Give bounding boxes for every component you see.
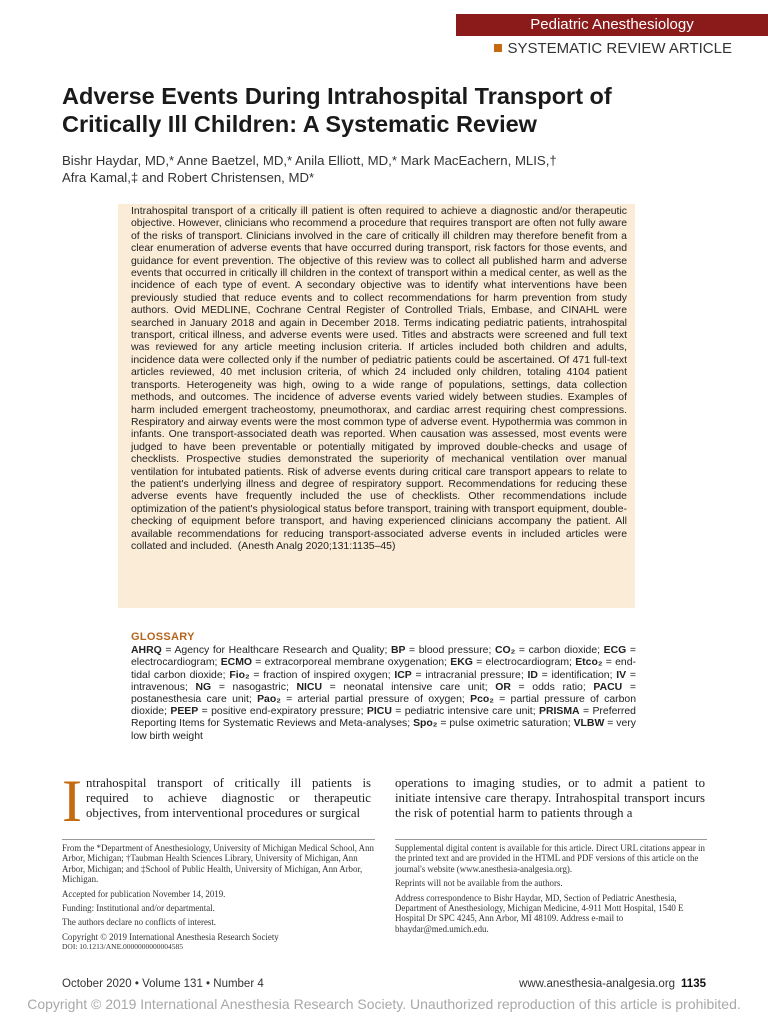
glossary-definition: = end-tidal carbon dioxide: [131, 657, 636, 681]
doi: DOI: 10.1213/ANE.0000000000004585: [62, 942, 184, 952]
reprints-note: Reprints will not be available from the authors.: [395, 878, 563, 889]
footer-right: [519, 978, 706, 990]
conflicts: The authors declare no conflicts of interest.: [62, 917, 217, 928]
journal-section-banner: Pediatric Anesthesiology: [456, 14, 768, 36]
glossary-definition: = Agency for Healthcare Research and Quality: [161, 645, 385, 657]
glossary-abbr: CO₂: [494, 645, 516, 657]
glossary-heading: GLOSSARY: [131, 631, 195, 643]
footnote-divider-left: [62, 839, 375, 840]
drop-cap: I: [62, 768, 82, 834]
glossary-definition: = pulse oximetric saturation: [437, 718, 568, 730]
glossary-definition: = Preferred Reporting Items for Systematic Reviews and Meta-analyses: [131, 706, 636, 730]
glossary-abbr: ICP: [394, 669, 412, 681]
glossary: [131, 631, 636, 743]
glossary-abbr: ECG: [603, 645, 627, 657]
glossary-definition: = electrocardiogram: [131, 645, 636, 669]
glossary-abbr: PACU: [593, 681, 623, 693]
footnote-divider-right: [395, 839, 707, 840]
glossary-abbr: VLBW: [573, 718, 605, 730]
glossary-definition: = partial pressure of carbon dioxide: [131, 694, 637, 718]
glossary-terms: AHRQ = Agency for Healthcare Research and Quality; BP = blood pressure; CO₂ = carbon dioxide; ECG = electrocardiogram; ECMO = extracorporeal membrane oxygenation; EKG = electrocardiogram; Etco₂ = end-tidal carbon dioxide; Fio₂ = fraction of inspired oxygen; ICP = intracranial pressure; ID = identification; IV = intravenous; NG = nasogastric; NICU = neonatal intensive care unit; OR = odds ratio; PACU = postanesthesia care unit; Pao₂ = arterial partial pressure of oxygen; Pco₂ = partial pressure of carbon dioxide; PEEP = positive end-expiratory pressure; PICU = pediatric intensive care unit; PRISMA = Preferred Reporting Items for Systematic Reviews and Meta-analyses; Spo₂ = pulse oximetric saturation; VLBW = very low birth weight: [131, 645, 637, 742]
glossary-definition: = blood pressure: [405, 645, 489, 657]
glossary-abbr: ID: [527, 669, 538, 681]
issue-info: October 2020 • Volume 131 • Number 4: [62, 978, 264, 990]
glossary-definition: = postanesthesia care unit: [131, 681, 636, 706]
glossary-abbr: PEEP: [170, 706, 199, 718]
glossary-definition: = identification: [537, 669, 610, 681]
page-number: 1135: [681, 978, 706, 990]
body-column-left: Intrahospital transport of critically ill patients is required to achieve diagnostic or therapeutic objectives, from interventional procedures or surgical: [62, 768, 371, 834]
glossary-abbr: Pco₂: [470, 694, 494, 706]
glossary-definition: = nasogastric: [211, 681, 286, 693]
glossary-definition: = arterial partial pressure of oxygen: [280, 694, 462, 706]
glossary-abbr: IV: [616, 669, 627, 681]
glossary-abbr: AHRQ: [131, 645, 162, 657]
article-title: Adverse Events During Intrahospital Transport of Critically Ill Children: A Systematic Review: [62, 83, 612, 137]
accepted-date: Accepted for publication November 14, 2019.: [62, 888, 226, 899]
glossary-definition: = intravenous: [131, 669, 636, 693]
glossary-definition: = neonatal intensive care unit: [322, 681, 485, 693]
author-list: Bishr Haydar, MD,* Anne Baetzel, MD,* Anila Elliott, MD,* Mark MacEachern, MLIS,† Afra Kamal,‡ and Robert Christensen, MD*: [62, 153, 557, 185]
glossary-definition: = pediatric intensive care unit: [391, 706, 533, 718]
glossary-definition: = carbon dioxide: [515, 645, 598, 657]
glossary-abbr: Fio₂: [229, 669, 250, 681]
glossary-abbr: OR: [495, 681, 511, 693]
body-column-right: operations to imaging studies, or to admit a patient to initiate intensive care therapy. Intrahospital transport incurs the risk of potential harm to patients through a: [395, 776, 705, 821]
glossary-definition: = fraction of inspired oxygen: [249, 669, 388, 681]
affiliations: From the *Department of Anesthesiology, University of Michigan Medical School, Ann Arbor, Michigan; †Taubman Health Sciences Library, University of Michigan, Ann Arbor, Michigan; and ‡School of Public Health, University of Michigan, Ann Arbor, Michigan.: [62, 843, 374, 885]
glossary-abbr: EKG: [450, 657, 473, 669]
glossary-definition: = very low birth weight: [131, 718, 636, 742]
citation: (Anesth Analg 2020;131:1135–45): [237, 540, 396, 552]
footnotes-right: [395, 843, 707, 938]
journal-website: www.anesthesia-analgesia.org: [519, 978, 676, 990]
glossary-definition: = odds ratio: [510, 681, 583, 693]
footnotes-left: [62, 843, 375, 953]
abstract-box: [118, 204, 635, 608]
glossary-abbr: BP: [390, 645, 406, 657]
article-type-label: SYSTEMATIC REVIEW ARTICLE: [494, 40, 733, 57]
glossary-definition: = intracranial pressure: [411, 669, 521, 681]
funding: Funding: Institutional and/or departmental.: [62, 903, 215, 914]
glossary-definition: = extracorporeal membrane oxygenation: [252, 657, 445, 669]
abstract-text: Intrahospital transport of a critically ill patient is often required to achieve a diagnostic and/or therapeutic objective. However, clinicians who recommend a procedure that requires transport are often not fully aware of the risks of transport. Clinicians involved in the care of critically ill children may therefore benefit from a clear enumeration of adverse events that have occurred during transport, risk factors for those events, and guidance for event prevention. The objective of this review was to collect all published harm and adverse events that occurred in critically ill children in the context of transport within a medical center, as well as the incidence of each type of event. A secondary objective was to identify what interventions have been previously studied that reduce events and to collect recommendations for harm prevention from study authors. Ovid MEDLINE, Cochrane Central Register of Controlled Trials, Embase, and CINAHL were searched in January 2018 and again in December 2018. Terms indicating pediatric patients, intrahospital transport, critical illness, and adverse events were used. Titles and abstracts were screened and full text was reviewed for any article meeting inclusion criteria. If articles included both children and adults, incidence data were collected only if the number of pediatric patients could be ascertained. Of 471 full-text articles reviewed, 40 met inclusion criteria, of which 24 included only children, totaling 4104 patient transports. Heterogeneity was high, owing to a wide range of populations, settings, data collection methods, and outcomes. The incidence of adverse events varied widely between studies. Examples of harm included emergent tracheostomy, pneumothorax, and cardiac arrest requiring chest compressions. Respiratory and airway events were the most common type of adverse event. Hypothermia was common in infants. One transport-associated death was reported. When causation was assessed, most events were judged to have been preventable or potentially mitigated by improved double-checks and usage of checklists. Prospective studies demonstrated the superiority of mechanical ventilation over manual ventilation for intubated patients. Risk of adverse events during critical care transport appears to relate to the patient's underlying illness and degree of respiratory support. Recommendations for reducing these adverse events have frequently included the use of checklists. Other recommendations include optimization of the patient's physiological status before transport, training with transport equipment, double-checking of equipment before transport, and having experienced clinicians accompany the patient. All available recommendations for reducing transport-associated adverse events in included articles were collated and included.: [131, 206, 627, 552]
correspondence-address: Address correspondence to Bishr Haydar, MD, Section of Pediatric Anesthesia, Department of Anesthesiology, Michigan Medicine, 4-911 Mott Hospital, 1540 E Hospital Dr SPC 4245, Ann Arbor, MI 48109. Address e-mail to bhaydar@med.umich.edu.: [395, 892, 684, 934]
glossary-abbr: NG: [195, 681, 212, 693]
glossary-abbr: Etco₂: [575, 657, 603, 669]
glossary-abbr: PRISMA: [539, 706, 580, 718]
glossary-abbr: Pao₂: [257, 694, 281, 706]
copyright-notice: Copyright © 2019 International Anesthesia Research Society. Unauthorized reproduction of this article is prohibited.: [27, 996, 741, 1012]
supplemental-note: Supplemental digital content is available for this article. Direct URL citations appear in the printed text and are provided in the HTML and PDF versions of this article on the journal's website (www.anesthesia-analgesia.org).: [395, 843, 705, 874]
glossary-abbr: ECMO: [220, 657, 253, 669]
square-bullet-icon: [494, 44, 502, 52]
glossary-definition: = electrocardiogram: [472, 657, 570, 669]
copyright-line: Copyright © 2019 International Anesthesia Research Society: [62, 931, 279, 942]
glossary-definition: = positive end-expiratory pressure: [198, 706, 361, 718]
glossary-abbr: Spo₂: [413, 718, 438, 730]
glossary-abbr: PICU: [366, 706, 392, 718]
glossary-abbr: NICU: [296, 681, 322, 693]
